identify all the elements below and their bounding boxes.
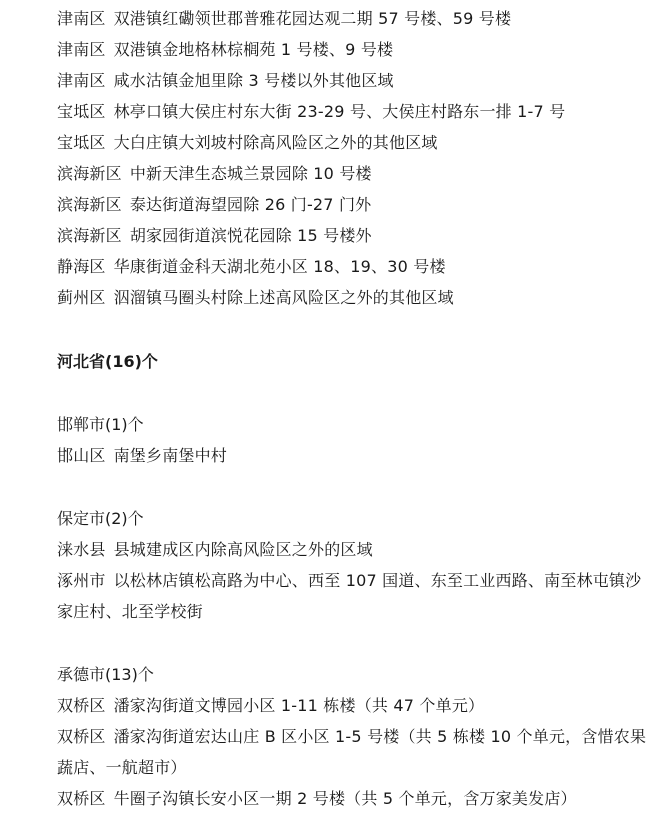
area-description: 大白庄镇大刘坡村除高风险区之外的其他区域 — [113, 133, 438, 152]
district-name: 滨海新区 — [57, 164, 122, 183]
district-name: 滨海新区 — [57, 195, 122, 214]
district-name: 涞水县 — [57, 540, 106, 559]
area-entry — [57, 534, 665, 565]
area-entry — [57, 189, 665, 220]
district-name: 蓟州区 — [57, 288, 106, 307]
district-name: 涿州市 — [57, 571, 106, 590]
section-spacer — [57, 377, 665, 409]
area-description: 林亭口镇大侯庄村东大街 23-29 号、大侯庄村路东一排 1-7 号 — [113, 102, 566, 121]
area-entry — [57, 34, 665, 65]
city-heading: 保定市(2)个 — [57, 509, 144, 528]
district-name: 宝坻区 — [57, 102, 106, 121]
area-description: 双港镇金地格林棕榈苑 1 号楼、9 号楼 — [113, 40, 394, 59]
area-entry — [57, 251, 665, 282]
district-name: 宝坻区 — [57, 133, 106, 152]
area-description: 华康街道金科天湖北苑小区 18、19、30 号楼 — [113, 257, 446, 276]
area-description: 泰达街道海望园除 26 门-27 门外 — [129, 195, 372, 214]
district-name: 双桥区 — [57, 789, 106, 808]
district-name: 津南区 — [57, 9, 106, 28]
area-description: 以松林店镇松高路为中心、西至 107 国道、东至工业西路、南至林屯镇沙家庄村、北至学校街 — [57, 571, 642, 621]
area-description: 县城建成区内除高风险区之外的区域 — [113, 540, 373, 559]
area-entry — [57, 440, 665, 471]
area-entry — [57, 65, 665, 96]
tianjin-area-list — [57, 3, 665, 313]
area-description: 南堡乡南堡中村 — [113, 446, 228, 465]
area-description: 泅溜镇马圈头村除上述高风险区之外的其他区域 — [113, 288, 454, 307]
province-heading: 河北省(16)个 — [57, 352, 158, 371]
section-spacer — [57, 313, 665, 346]
district-name: 静海区 — [57, 257, 106, 276]
district-name: 邯山区 — [57, 446, 106, 465]
area-description: 咸水沽镇金旭里除 3 号楼以外其他区域 — [113, 71, 394, 90]
area-entry — [57, 96, 665, 127]
section-spacer — [57, 471, 665, 503]
area-entry — [57, 220, 665, 251]
city-heading: 承德市(13)个 — [57, 665, 154, 684]
area-entry — [57, 721, 657, 783]
area-description: 中新天津生态城兰景园除 10 号楼 — [129, 164, 372, 183]
area-description: 牛圈子沟镇长安小区一期 2 号楼（共 5 个单元，含万家美发店） — [113, 789, 577, 808]
area-entry — [57, 158, 665, 189]
area-description: 潘家沟街道宏达山庄 B 区小区 1-5 号楼（共 5 栋楼 10 个单元，含惜农果蔬店、一航超市） — [57, 727, 647, 777]
district-name: 双桥区 — [57, 696, 106, 715]
area-entry — [57, 282, 665, 313]
district-name: 双桥区 — [57, 727, 106, 746]
area-description: 潘家沟街道文博园小区 1-11 栋楼（共 47 个单元） — [113, 696, 485, 715]
area-entry — [57, 690, 665, 721]
area-description: 胡家园街道滨悦花园除 15 号楼外 — [129, 226, 372, 245]
city-heading: 邯郸市(1)个 — [57, 415, 144, 434]
area-description: 双港镇红磡领世郡普雅花园达观二期 57 号楼、59 号楼 — [113, 9, 512, 28]
area-entry — [57, 565, 657, 627]
district-name: 津南区 — [57, 71, 106, 90]
area-entry — [57, 127, 665, 158]
area-entry — [57, 783, 665, 814]
district-name: 滨海新区 — [57, 226, 122, 245]
district-name: 津南区 — [57, 40, 106, 59]
area-entry — [57, 3, 665, 34]
section-spacer — [57, 627, 665, 659]
